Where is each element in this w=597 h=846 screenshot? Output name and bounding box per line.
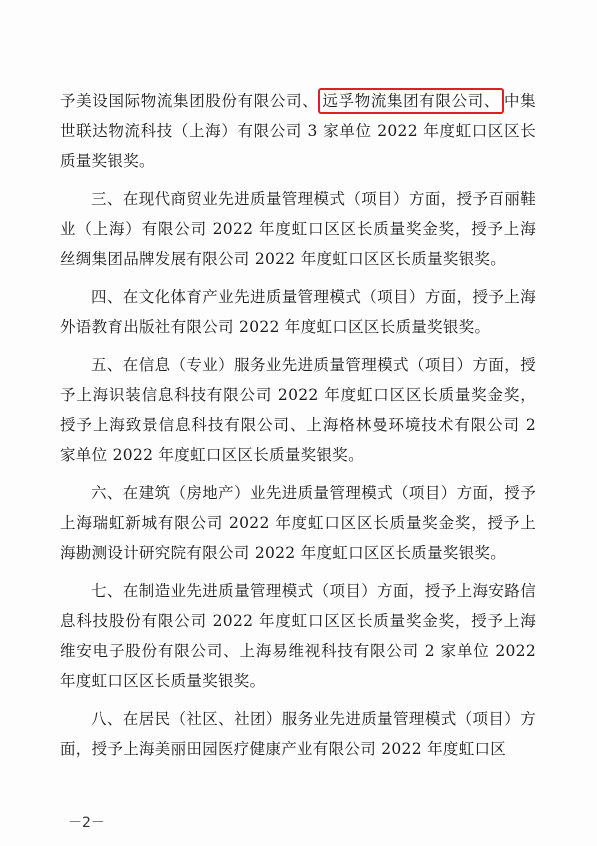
paragraph-5: 五、在信息（专业）服务业先进质量管理模式（项目）方面，授予上海识装信息科技有限公司 2022 年度虹口区区长质量奖金奖，授予上海致景信息科技有限公司、上海格林曼环境技术有限公司 2 家单位 2022 年度虹口区区长质量奖银奖。 [60,356,536,464]
paragraph-text: 予美设国际物流集团股份有限公司、 [60,92,319,110]
page-number: －2－ [68,815,105,831]
highlighted-company: 远孚物流集团有限公司、 [318,88,504,114]
paragraph-7: 七、在制造业先进质量管理模式（项目）方面，授予上海安路信息科技股份有限公司 2022 年度虹口区区长质量奖金奖，授予上海维安电子股份有限公司、上海易维视科技有限公司 2 家单位 2022 年度虹口区区长质量奖银奖。 [60,582,536,690]
paragraph-8: 八、在居民（社区、社团）服务业先进质量管理模式（项目）方面，授予上海美丽田园医疗健康产业有限公司 2022 年度虹口区 [60,710,536,758]
paragraph-6: 六、在建筑（房地产）业先进质量管理模式（项目）方面，授予上海瑞虹新城有限公司 2022 年度虹口区区长质量奖金奖，授予上海勘测设计研究院有限公司 2022 年度虹口区区长质量奖银奖。 [60,484,536,562]
document-body [60,86,536,772]
paragraph-continued [60,86,536,176]
paragraph-3: 三、在现代商贸业先进质量管理模式（项目）方面，授予百丽鞋业（上海）有限公司 2022 年度虹口区区长质量奖金奖，授予上海丝绸集团品牌发展有限公司 2022 年度虹口区区长质量奖银奖。 [60,190,536,268]
paragraph-text: 中集世联达物流科技（上海）有限公司 3 家单位 2022 年度虹口区区长质量奖银奖。 [60,92,536,170]
paragraph-4: 四、在文化体育产业先进质量管理模式（项目）方面，授予上海外语教育出版社有限公司 2022 年度虹口区区长质量奖银奖。 [60,288,536,336]
